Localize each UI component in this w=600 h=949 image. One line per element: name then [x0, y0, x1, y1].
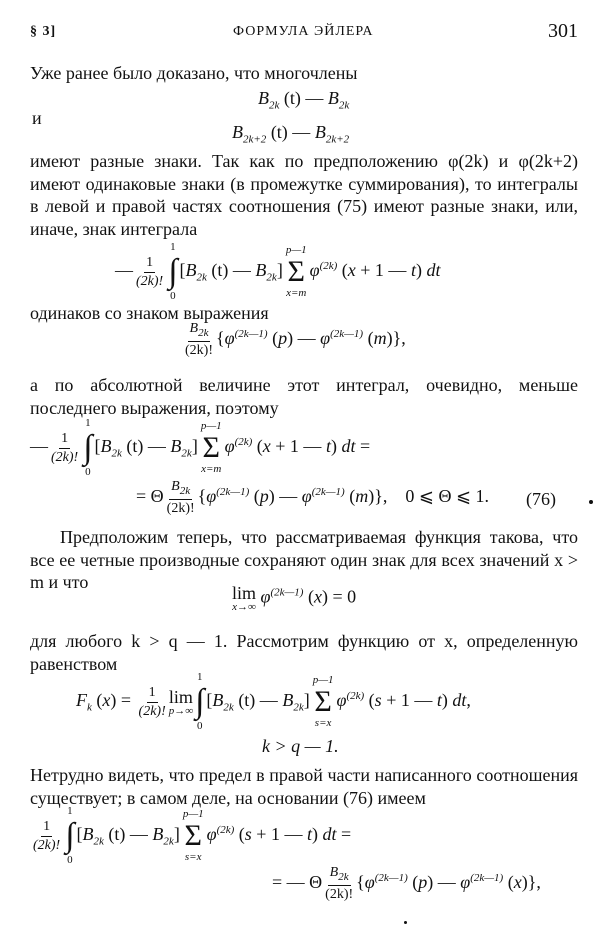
page-number: 301	[548, 20, 578, 42]
function-definition: $F_k$ (x) = $\frac{1}{(2k)!}$ lim p→∞ 1 ∫ 0 [$B_{2k}$ (t) — $B_{2k}$] p—1 Σ s=x $\varphi^{(2k)}$ (s + 1 — t) dt,	[76, 671, 471, 732]
paragraph-7: Нетрудно видеть, что предел в правой части написанного соотношения существует; в самом деле, на основании (76) имеем	[30, 765, 578, 808]
conjunction-and: и	[32, 108, 42, 128]
paragraph-2: имеют разные знаки. Так как по предположению φ(2k) и φ(2k+2) имеют одинаковые знаки (в промежутке суммирования), то интегралы в левой и правой частях соотношения (75) имеют разные знаки, или, иначе, знак интеграла	[30, 151, 578, 239]
paragraph-1: Уже ранее было доказано, что многочлены	[30, 63, 358, 83]
equation-number-76: (76)	[526, 489, 556, 509]
formula-1: $B_{2k}$ (t) — $B_{2k}$	[258, 88, 350, 112]
equation-76-line-1: — $\frac{1}{(2k)!}$ 1 ∫ 0 [$B_{2k}$ (t) — $B_{2k}$] p—1 Σ x=m $\varphi^{(2k)}$ (x + 1 — t) dt =	[30, 417, 371, 478]
condition-k: k > q — 1.	[262, 736, 339, 756]
margin-dot	[589, 500, 593, 504]
limit-expression: lim x→∞ $\varphi^{(2k—1)}$ (x) = 0	[232, 583, 357, 613]
paragraph-6: для любого k > q — 1. Рассмотрим функцию от x, определенную равенством	[30, 631, 578, 674]
integral-expression-1: — $\frac{1}{(2k)!}$ 1 ∫ 0 [$B_{2k}$ (t) — $B_{2k}$] p—1 Σ x=m $\varphi^{(2k)}$ (x + 1 — t) dt	[115, 241, 441, 302]
running-title: ФОРМУЛА ЭЙЛЕРА	[233, 24, 374, 39]
formula-2: $B_{2k+2}$ (t) — $B_{2k+2}$	[232, 122, 350, 146]
paragraph-5: Предположим теперь, что рассматриваемая функция такова, что все ее четные производные сохраняют один знак для всех значений x > m и что	[30, 527, 578, 592]
bottom-dot	[404, 921, 407, 924]
expression-bernoulli-ratio: $\frac{B_{2k}}{(2k)!}$ {$\varphi^{(2k—1)}$ (p) — $\varphi^{(2k—1)}$ (m)},	[185, 321, 406, 358]
final-equation-line-2: = — Θ $\frac{B_{2k}}{(2k)!}$ {$\varphi^{(2k—1)}$ (p) — $\varphi^{(2k—1)}$ (x)},	[272, 865, 541, 902]
paragraph-4: а по абсолютной величине этот интеграл, очевидно, меньше последнего выражения, поэтому	[30, 375, 578, 418]
section-marker: § 3]	[30, 24, 57, 39]
equation-76-line-2: = Θ $\frac{B_{2k}}{(2k)!}$ {$\varphi^{(2k—1)}$ (p) — $\varphi^{(2k—1)}$ (m)}, 0 ⩽ Θ ⩽ 1.	[136, 479, 490, 516]
paragraph-3: одинаков со знаком выражения	[30, 303, 269, 323]
final-equation-line-1: $\frac{1}{(2k)!}$ 1 ∫ 0 [$B_{2k}$ (t) — $B_{2k}$] p—1 Σ s=x $\varphi^{(2k)}$ (s + 1 — t) dt =	[33, 805, 352, 866]
